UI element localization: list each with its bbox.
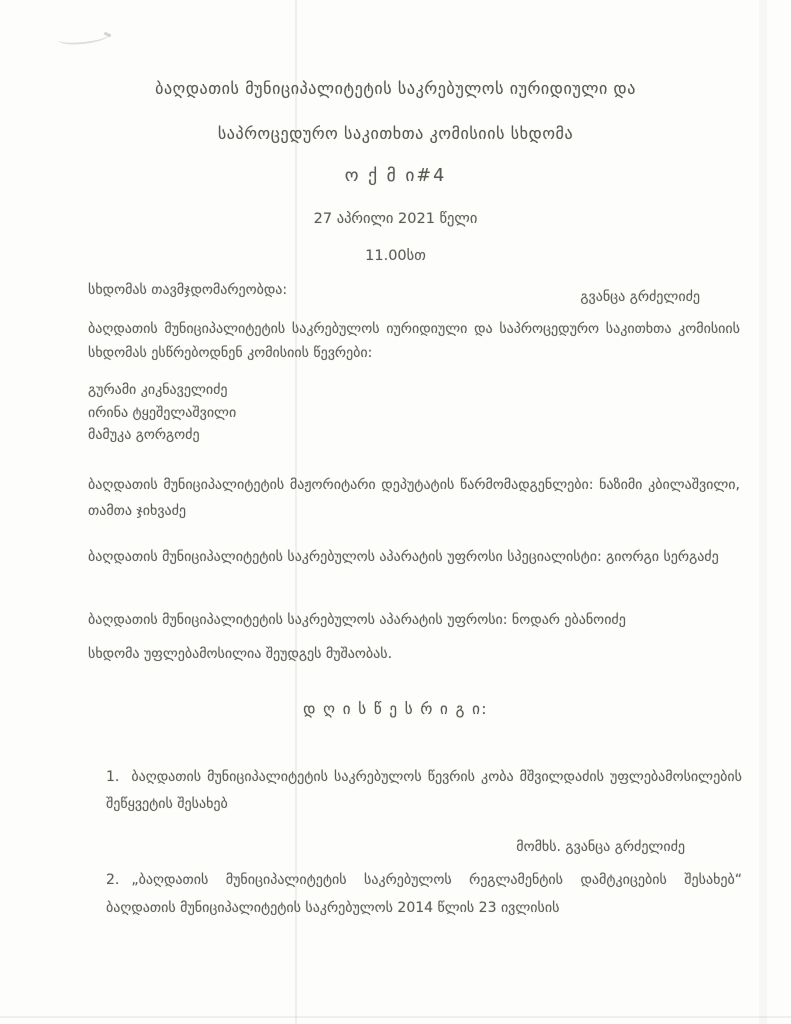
attendees-intro-paragraph: ბაღდათის მუნიციპალიტეტის საკრებულოს იურიდიული და საპროცედურო საკითხთა კომისიის სხდომას ესწრებოდნენ კომისიის წევრები: <box>88 321 740 361</box>
majoritarian-representatives-paragraph: ბაღდათის მუნიციპალიტეტის მაჟორიტარი დეპუტატის წარმომადგენლები: ნაზიმი კბილაშვილი, თამთა ჯიხვაძე <box>88 477 740 519</box>
apparatus-head-paragraph: ბაღდათის მუნიციპალიტეტის საკრებულოს აპარატის უფროსი: ნოდარ ებანოიძე <box>88 612 626 628</box>
session-time: 11.00სთ <box>365 248 426 264</box>
quorum-statement: სხდომა უფლებამოსილია შეუდგეს მუშაობას. <box>88 646 393 662</box>
document-title-line-2: საპროცედურო საკითხთა კომისიის სხდომა <box>217 124 574 143</box>
agenda-item-1 <box>106 764 742 818</box>
agenda-item-number: 1. <box>106 769 120 785</box>
agenda-heading: დ ღ ი ს წ ე ს რ ი გ ი: <box>303 700 488 718</box>
member-name: გურამი კიკნაველიძე <box>88 382 228 398</box>
agenda-item-2 <box>106 866 742 922</box>
scan-edge-shadow <box>759 0 767 1024</box>
protocol-number: ო ქ მ ი#4 <box>344 166 447 186</box>
agenda-item-text: „ბაღდათის მუნიციპალიტეტის საკრებულოს რეგლამენტის დამტკიცების შესახებ“ ბაღდათის მუნიციპალიტეტის საკრებულოს 2014 წლის 23 ივლისის <box>106 872 742 916</box>
session-date: 27 აპრილი 2021 წელი <box>313 211 478 227</box>
agenda-item-number: 2. <box>106 872 120 888</box>
agenda-item-1-speaker: მომხს. გვანცა გრძელიძე <box>516 839 685 855</box>
document-title-line-1: ბაღდათის მუნიციპალიტეტის საკრებულოს იურიდიული და <box>155 79 636 98</box>
senior-specialist-paragraph: ბაღდათის მუნიციპალიტეტის საკრებულოს აპარატის უფროსი სპეციალისტი: გიორგი სერგაძე <box>88 549 719 565</box>
pencil-mark <box>58 28 111 46</box>
chairperson-name: გვანცა გრძელიძე <box>580 289 700 305</box>
member-name: ირინა ტყეშელაშვილი <box>88 404 237 421</box>
member-name: მამუკა გორგოძე <box>88 427 200 443</box>
commission-members-list <box>88 379 236 447</box>
scan-bottom-edge <box>0 1016 791 1018</box>
agenda-item-text: ბაღდათის მუნიციპალიტეტის საკრებულოს წევრის კობა მშვილდაძის უფლებამოსილების შეწყვეტის შესახებ <box>106 769 742 812</box>
chairperson-label: სხდომას თავმჯდომარეობდა: <box>88 282 288 298</box>
